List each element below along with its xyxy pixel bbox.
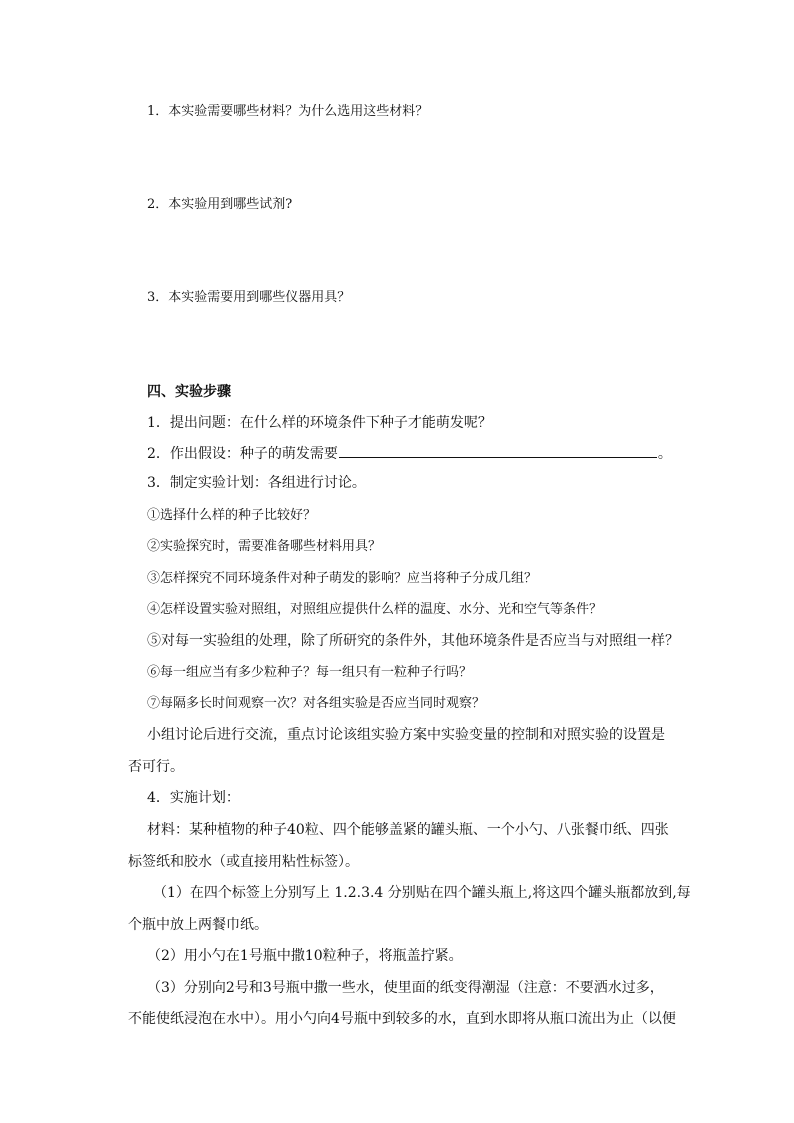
materials-line-1: 材料：某种植物的种子40粒、四个能够盖紧的罐头瓶、一个小勺、八张餐巾纸、四张 bbox=[147, 822, 669, 838]
step-4: 4．实施计划： bbox=[147, 790, 240, 806]
procedure-3-line-2: 不能使纸浸泡在水中）。用小勺向4号瓶中到较多的水，直到水即将从瓶口流出为止（以便 bbox=[128, 1011, 676, 1027]
procedure-1-line-1: （1）在四个标签上分别写上 1.2.3.4 分别贴在四个罐头瓶上,将这四个罐头瓶都放到,每 bbox=[153, 885, 691, 901]
step-2-suffix: 。 bbox=[657, 446, 672, 462]
question-1: 1．本实验需要哪些材料？为什么选用这些材料？ bbox=[147, 104, 429, 119]
section-title: 四、实验步骤 bbox=[147, 384, 231, 400]
sub-question-1: ①选择什么样的种子比较好？ bbox=[147, 508, 317, 523]
procedure-3-line-1: （3）分别向2号和3号瓶中撒一些水，使里面的纸变得潮湿（注意：不要洒水过多， bbox=[147, 980, 664, 996]
sub-question-3: ③怎样探究不同环境条件对种子萌发的影响？应当将种子分成几组？ bbox=[147, 571, 538, 586]
materials-line-2: 标签纸和胶水（或直接用粘性标签）。 bbox=[128, 854, 359, 870]
step-2 bbox=[147, 443, 677, 464]
sub-question-2: ②实验探究时，需要准备哪些材料用具？ bbox=[147, 539, 382, 554]
sub-question-4: ④怎样设置实验对照组，对照组应提供什么样的温度、水分、光和空气等条件？ bbox=[147, 602, 603, 617]
question-3: 3．本实验需要用到哪些仪器用具？ bbox=[147, 290, 351, 305]
step-1: 1．提出问题：在什么样的环境条件下种子才能萌发呢？ bbox=[147, 415, 492, 431]
procedure-2: （2）用小勺在1号瓶中撒10粒种子，将瓶盖拧紧。 bbox=[147, 948, 463, 964]
question-2: 2．本实验用到哪些试剂? bbox=[147, 197, 293, 212]
step-2-prefix: 2．作出假设：种子的萌发需要 bbox=[147, 446, 338, 462]
sub-question-6: ⑥每一组应当有多少粒种子？每一组只有一粒种子行吗？ bbox=[147, 665, 473, 680]
hypothesis-blank bbox=[339, 443, 657, 458]
sub-question-7: ⑦每隔多长时间观察一次？对各组实验是否应当同时观察？ bbox=[147, 696, 486, 711]
procedure-1-line-2: 个瓶中放上两餐巾纸。 bbox=[128, 917, 268, 933]
step-3: 3．制定实验计划：各组进行讨论。 bbox=[147, 475, 366, 491]
discussion-line-1: 小组讨论后进行交流，重点讨论该组实验方案中实验变量的控制和对照实验的设置是 bbox=[147, 727, 665, 743]
sub-question-5: ⑤对每一实验组的处理，除了所研究的条件外，其他环境条件是否应当与对照组一样？ bbox=[147, 633, 679, 649]
discussion-line-2: 否可行。 bbox=[128, 759, 184, 775]
